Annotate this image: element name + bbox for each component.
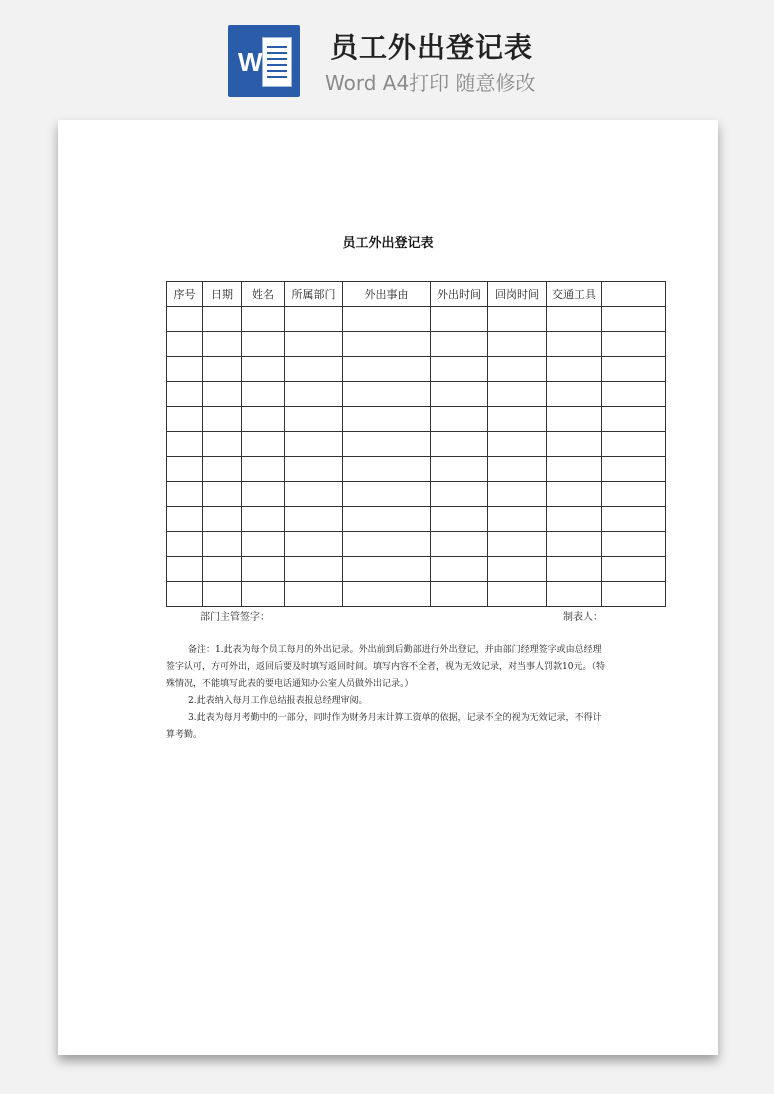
table-cell — [343, 457, 431, 482]
table-cell — [431, 582, 488, 607]
table-cell — [203, 507, 242, 532]
column-header: 姓名 — [242, 282, 285, 307]
table-cell — [488, 432, 547, 457]
table-cell — [547, 507, 602, 532]
table-row — [167, 307, 666, 332]
table-cell — [242, 307, 285, 332]
table-cell — [242, 507, 285, 532]
table-cell — [167, 457, 203, 482]
table-cell — [343, 582, 431, 607]
table-cell — [547, 582, 602, 607]
table-row — [167, 582, 666, 607]
table-cell — [488, 382, 547, 407]
table-row — [167, 357, 666, 382]
table-row — [167, 407, 666, 432]
table-cell — [285, 382, 343, 407]
document-title: 员工外出登记表 — [342, 236, 434, 251]
table-cell — [167, 332, 203, 357]
table-cell — [242, 482, 285, 507]
banner — [0, 0, 774, 110]
table-cell — [167, 507, 203, 532]
table-cell — [602, 582, 666, 607]
table-cell — [547, 307, 602, 332]
table-row — [167, 457, 666, 482]
table-cell — [488, 557, 547, 582]
table-cell — [431, 382, 488, 407]
table-cell — [167, 307, 203, 332]
column-header: 日期 — [203, 282, 242, 307]
table-cell — [602, 407, 666, 432]
table-cell — [203, 432, 242, 457]
table-cell — [285, 457, 343, 482]
table-cell — [167, 432, 203, 457]
table-cell — [602, 357, 666, 382]
word-icon-letter: W — [238, 47, 263, 77]
table-cell — [488, 582, 547, 607]
table-body — [167, 307, 666, 607]
table-cell — [488, 332, 547, 357]
table-cell — [431, 357, 488, 382]
table-cell — [488, 482, 547, 507]
table-cell — [431, 407, 488, 432]
table-cell — [602, 332, 666, 357]
table-cell — [547, 457, 602, 482]
table-cell — [203, 532, 242, 557]
column-header: 交通工具 — [547, 282, 602, 307]
table-cell — [242, 382, 285, 407]
table-cell — [285, 507, 343, 532]
table-cell — [167, 407, 203, 432]
table-row — [167, 432, 666, 457]
note-2: 2.此表纳入每月工作总结报表报总经理审阅。 — [188, 696, 368, 706]
table-cell — [431, 482, 488, 507]
document-sheet-shape — [262, 37, 292, 87]
table-cell — [602, 482, 666, 507]
table-cell — [431, 432, 488, 457]
table-cell — [285, 582, 343, 607]
register-table — [166, 281, 666, 607]
table-cell — [602, 307, 666, 332]
word-document-icon — [228, 25, 300, 97]
note-3: 3.此表为每月考勤中的一部分，同时作为财务月末计算工资单的依据，记录不全的视为无效记录，不得计算考勤。 — [166, 713, 602, 740]
table-cell — [431, 532, 488, 557]
table-cell — [203, 482, 242, 507]
table-cell — [547, 382, 602, 407]
table-cell — [203, 407, 242, 432]
column-header: 序号 — [167, 282, 203, 307]
table-cell — [431, 457, 488, 482]
table-cell — [203, 557, 242, 582]
table-cell — [547, 432, 602, 457]
document-page — [58, 120, 718, 1055]
table-cell — [343, 557, 431, 582]
table-cell — [203, 307, 242, 332]
table-cell — [343, 332, 431, 357]
table-row — [167, 482, 666, 507]
table-cell — [431, 307, 488, 332]
table-cell — [547, 332, 602, 357]
table-cell — [285, 357, 343, 382]
table-cell — [242, 557, 285, 582]
table-cell — [602, 382, 666, 407]
table-cell — [547, 357, 602, 382]
table-cell — [242, 407, 285, 432]
column-header: 所属部门 — [285, 282, 343, 307]
table-cell — [242, 457, 285, 482]
table-cell — [167, 557, 203, 582]
table-cell — [343, 307, 431, 332]
table-cell — [547, 482, 602, 507]
table-cell — [167, 382, 203, 407]
table-cell — [488, 457, 547, 482]
table-cell — [203, 357, 242, 382]
table-cell — [602, 507, 666, 532]
table-cell — [343, 482, 431, 507]
table-cell — [343, 432, 431, 457]
table-cell — [285, 307, 343, 332]
table-cell — [488, 532, 547, 557]
table-cell — [547, 557, 602, 582]
table-cell — [167, 482, 203, 507]
table-cell — [167, 357, 203, 382]
supervisor-signature-label: 部门主管签字： — [200, 612, 270, 623]
table-cell — [343, 507, 431, 532]
column-header: 回岗时间 — [488, 282, 547, 307]
table-cell — [343, 357, 431, 382]
table-row — [167, 557, 666, 582]
column-header — [602, 282, 666, 307]
table-cell — [285, 532, 343, 557]
table-cell — [602, 532, 666, 557]
table-cell — [488, 507, 547, 532]
table-cell — [285, 432, 343, 457]
table-row — [167, 382, 666, 407]
table-cell — [547, 532, 602, 557]
table-cell — [488, 307, 547, 332]
table-cell — [488, 407, 547, 432]
table-cell — [602, 457, 666, 482]
table-row — [167, 332, 666, 357]
banner-subtitle: Word A4打印 随意修改 — [325, 71, 536, 95]
table-cell — [431, 332, 488, 357]
table-cell — [285, 557, 343, 582]
table-cell — [203, 382, 242, 407]
table-header-row — [167, 282, 666, 307]
table-row — [167, 507, 666, 532]
column-header: 外出事由 — [343, 282, 431, 307]
table-cell — [242, 357, 285, 382]
table-row — [167, 532, 666, 557]
notes-section — [166, 642, 606, 744]
table-cell — [242, 582, 285, 607]
preparer-label: 制表人： — [563, 612, 603, 623]
table-cell — [343, 382, 431, 407]
table-cell — [242, 332, 285, 357]
column-header: 外出时间 — [431, 282, 488, 307]
table-cell — [285, 482, 343, 507]
table-cell — [167, 582, 203, 607]
table-cell — [242, 432, 285, 457]
table-cell — [203, 582, 242, 607]
table-cell — [547, 407, 602, 432]
table-cell — [602, 557, 666, 582]
table-cell — [203, 457, 242, 482]
table-cell — [488, 357, 547, 382]
note-1: 备注：1.此表为每个员工每月的外出记录。外出前到后勤部进行外出登记，并由部门经理签字或由总经理签字认可，方可外出，返回后要及时填写返回时间。填写内容不全者，视为无效记录，对当事人罚款10元。（特殊情况，不能填写此表的要电话通知办公室人员做外出记录。） — [166, 645, 605, 689]
table-cell — [431, 557, 488, 582]
table-cell — [285, 407, 343, 432]
table-cell — [167, 532, 203, 557]
table-cell — [431, 507, 488, 532]
table-cell — [285, 332, 343, 357]
table-cell — [242, 532, 285, 557]
table-cell — [343, 407, 431, 432]
table-cell — [343, 532, 431, 557]
table-cell — [203, 332, 242, 357]
banner-title: 员工外出登记表 — [330, 31, 534, 64]
table-cell — [602, 432, 666, 457]
